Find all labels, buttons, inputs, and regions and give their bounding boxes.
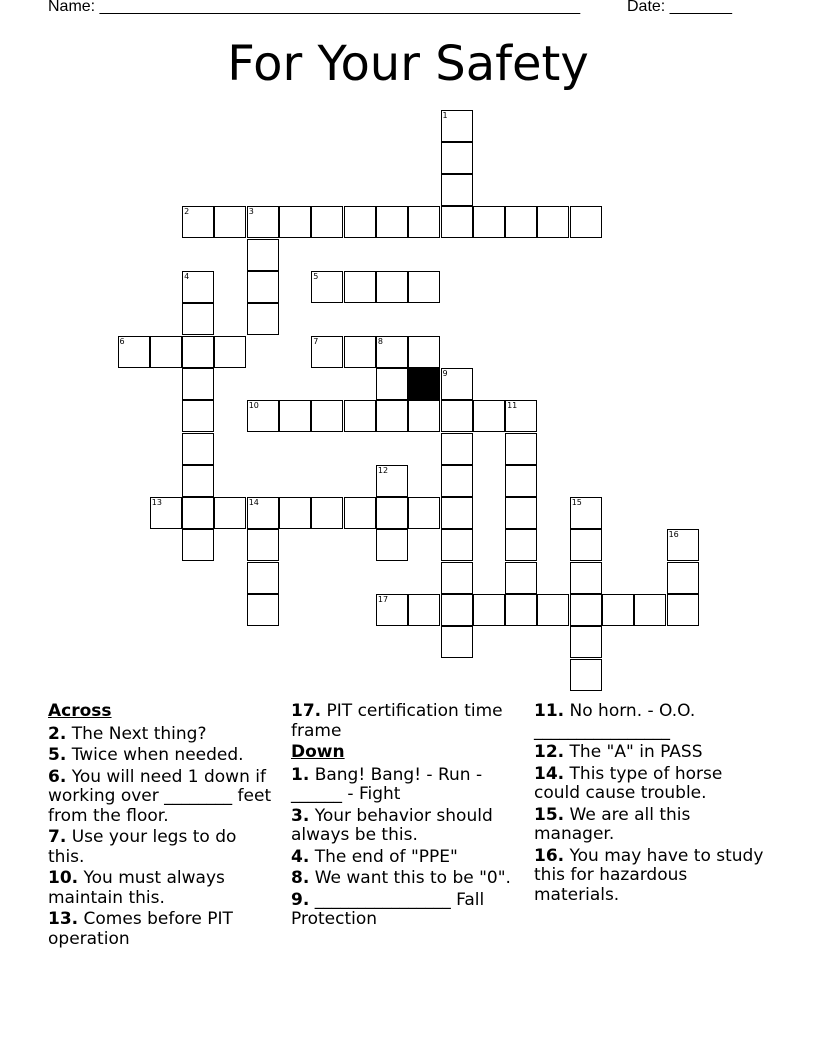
date-field-label: Date: _______ [627,0,732,15]
grid-cell[interactable] [182,400,214,432]
grid-cell[interactable] [150,497,182,529]
clue-down-1: 1. Bang! Bang! - Run - ______ - Fight [291,764,483,804]
clue-number: 7 [313,336,319,346]
grid-cell[interactable] [182,336,214,368]
clue-number: 4 [184,272,190,281]
clue-down-9: 9. ________________ Fall Protection [291,889,485,929]
grid-cell[interactable] [247,239,279,271]
grid-cell[interactable] [667,529,699,561]
clues-column-2 [291,702,517,932]
clue-down-8: 8. We want this to be "0". [291,868,511,888]
grid-cell[interactable] [279,497,311,529]
clue-down-15: 15. We are all this manager. [534,804,691,844]
clue-number: 5 [313,272,319,281]
grid-cell[interactable] [376,336,408,368]
clue-down-14: 14. This type of horse could cause trouble. [534,763,723,803]
clue-across-6: 6. You will need 1 down if working over ________ feet from the floor. [48,766,272,826]
clue-number: 15 [571,498,582,508]
grid-cell[interactable] [279,206,311,238]
clue-down-4: 4. The end of "PPE" [291,846,458,867]
grid-cell[interactable] [505,206,537,238]
clue-number: 8 [377,336,383,346]
grid-cell[interactable] [473,206,505,238]
grid-cell[interactable] [376,529,408,561]
grid-cell[interactable] [441,529,473,561]
grid-cell[interactable] [247,271,279,303]
grid-cell[interactable] [634,594,666,626]
grid-cell[interactable] [408,206,440,238]
clue-across-5: 5. Twice when needed. [48,745,244,765]
grid-cell[interactable] [441,400,473,432]
grid-cell[interactable] [311,271,343,303]
grid-cell[interactable] [441,142,473,174]
grid-cell[interactable] [505,562,537,594]
clue-number: 1 [442,110,448,120]
grid-cell[interactable] [214,336,246,368]
grid-cell[interactable] [667,562,699,594]
grid-cell[interactable] [247,562,279,594]
grid-cell[interactable] [150,336,182,368]
grid-cell[interactable] [408,497,440,529]
grid-cell[interactable] [570,562,602,594]
clue-number: 3 [248,207,254,217]
grid-cell[interactable] [311,336,343,368]
grid-cell[interactable] [344,400,376,432]
grid-cell[interactable] [344,206,376,238]
grid-cell[interactable] [376,594,408,626]
grid-cell[interactable] [214,206,246,238]
clue-number: 14 [248,498,259,508]
grid-cell[interactable] [311,206,343,238]
clue-across-7: 7. Use your legs to do this. [48,827,237,867]
grid-cell[interactable] [537,206,569,238]
grid-cell[interactable] [182,465,214,497]
down-heading: Down [291,742,345,762]
grid-cell[interactable] [311,497,343,529]
grid-cell[interactable] [118,336,150,368]
clue-number: 6 [119,336,125,346]
grid-cell[interactable] [182,368,214,400]
grid-cell[interactable] [214,497,246,529]
grid-cell[interactable] [311,400,343,432]
grid-cell[interactable] [441,433,473,465]
grid-cell[interactable] [570,206,602,238]
grid-cell[interactable] [182,433,214,465]
grid-cell[interactable] [344,271,376,303]
grid-cell[interactable] [505,497,537,529]
grid-cell[interactable] [182,303,214,335]
grid-cell[interactable] [247,594,279,626]
grid-cell[interactable] [441,206,473,238]
grid-cell[interactable] [570,594,602,626]
grid-cell[interactable] [505,529,537,561]
grid-cell[interactable] [376,206,408,238]
grid-cell[interactable] [505,400,537,432]
grid-cell[interactable] [182,529,214,561]
grid-cell[interactable] [376,368,408,400]
grid-cell[interactable] [408,336,440,368]
clue-down-11: 11. No horn. - O.O. ________________ [534,701,696,741]
grid-cell[interactable] [441,368,473,400]
clue-across-2: 2. The Next thing? [48,723,207,744]
grid-cell[interactable] [570,659,602,691]
grid-cell[interactable] [441,562,473,594]
grid-cell[interactable] [376,271,408,303]
grid-cell[interactable] [473,400,505,432]
clue-down-16: 16. You may have to study this for hazardous materials. [534,845,764,905]
clue-number: 11 [507,401,518,411]
grid-cell[interactable] [441,594,473,626]
clue-number: 17 [377,595,389,604]
grid-cell[interactable] [247,206,279,238]
clue-number: 2 [184,207,190,217]
grid-cell[interactable] [344,336,376,368]
grid-cell[interactable] [570,529,602,561]
grid-cell[interactable] [441,110,473,142]
grid-cell[interactable] [473,594,505,626]
clue-down-12: 12. The "A" in PASS [534,742,703,762]
grid-cell[interactable] [505,433,537,465]
grid-cell[interactable] [537,594,569,626]
grid-cell[interactable] [408,400,440,432]
puzzle-title: For Your Safety [227,36,589,92]
clues-column-3 [534,702,764,907]
grid-cell[interactable] [441,497,473,529]
grid-cell[interactable] [570,626,602,658]
grid-cell[interactable] [182,206,214,238]
grid-cell[interactable] [408,271,440,303]
grid-cell[interactable] [505,594,537,626]
clue-number: 10 [248,401,259,411]
across-heading: Across [48,701,112,721]
grid-cell[interactable] [279,400,311,432]
black-cell [408,368,440,400]
grid-cell[interactable] [570,497,602,529]
clue-number: 9 [442,368,448,378]
grid-cell[interactable] [182,497,214,529]
name-field-label: Name: ______________________________________________________ [48,0,581,15]
grid-cell[interactable] [441,626,473,658]
clue-across-13: 13. Comes before PIT operation [48,909,233,949]
grid-cell[interactable] [247,497,279,529]
clue-down-3: 3. Your behavior should always be this. [291,805,493,845]
grid-cell[interactable] [602,594,634,626]
clues-column-1 [48,702,276,951]
grid-cell[interactable] [376,497,408,529]
grid-cell[interactable] [247,529,279,561]
clue-number: 12 [377,465,389,475]
grid-cell[interactable] [376,465,408,497]
clue-across-10: 10. You must always maintain this. [48,868,225,908]
clue-number: 13 [151,498,162,508]
grid-cell[interactable] [247,303,279,335]
grid-cell[interactable] [376,400,408,432]
grid-cell[interactable] [505,465,537,497]
grid-cell[interactable] [667,594,699,626]
grid-cell[interactable] [182,271,214,303]
grid-cell[interactable] [441,465,473,497]
grid-cell[interactable] [247,400,279,432]
grid-cell[interactable] [441,174,473,206]
grid-cell[interactable] [344,497,376,529]
clue-number: 16 [668,530,679,540]
clue-across-17: 17. PIT certification time frame [291,701,503,741]
grid-cell[interactable] [408,594,440,626]
